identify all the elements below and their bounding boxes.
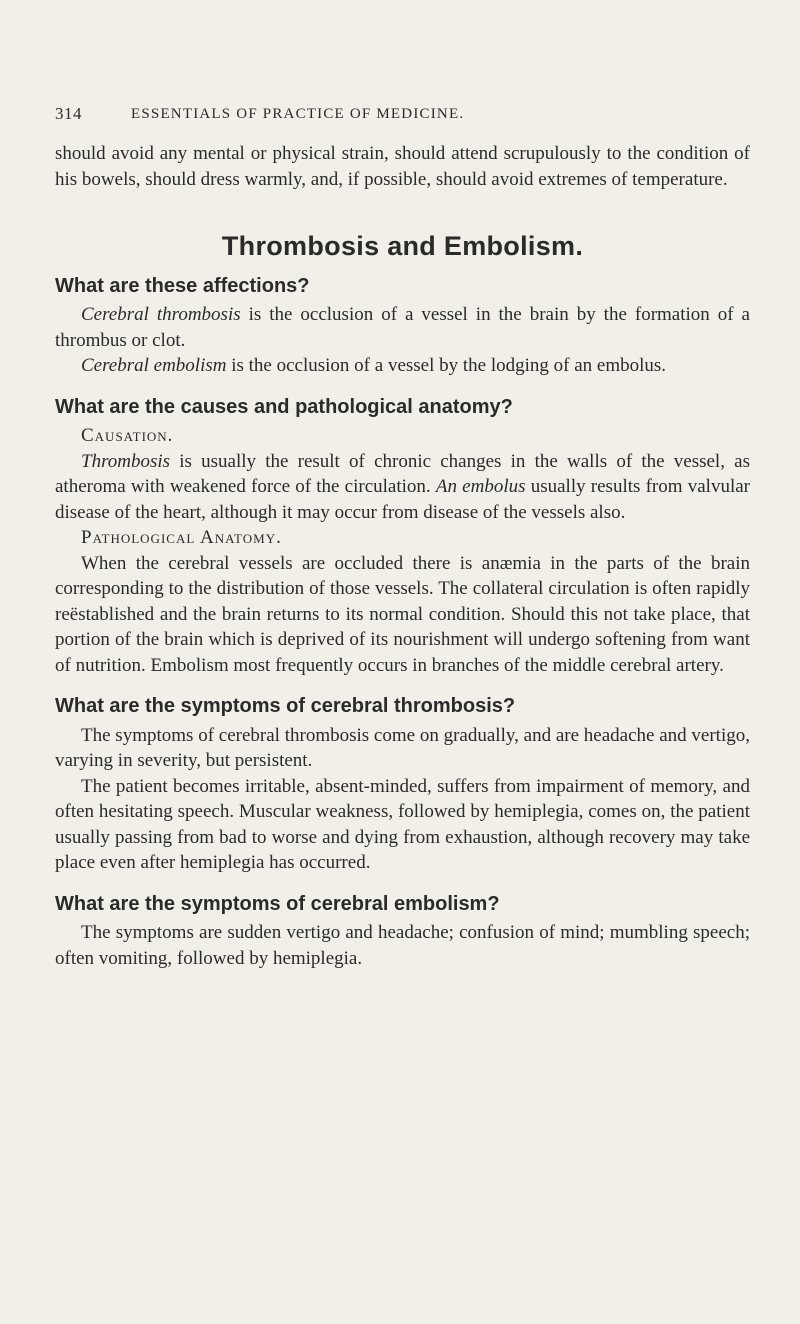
- intro-paragraph: should avoid any mental or physical strain, should attend scrupulously to the condition of his bowels, should dress warmly, and, if possible, should avoid extremes of temperature.: [55, 143, 750, 190]
- question-causes: What are the causes and pathological anatomy?: [55, 395, 513, 418]
- question-embolism-symptoms: What are the symptoms of cerebral embolism?: [55, 892, 500, 915]
- page-body: [55, 141, 750, 971]
- causation-embolus-text: usually results from valvular disease of the heart, although it may occur from disease of the vessels also.: [55, 476, 750, 523]
- embolism-symptoms-paragraph: The symptoms are sudden vertigo and headache; confusion of mind; mumbling speech; often vomiting, followed by hemiplegia.: [55, 922, 750, 969]
- thrombosis-symptoms-paragraph-1: The symptoms of cerebral thrombosis come on gradually, and are headache and vertigo, varying in severity, but persistent.: [55, 724, 750, 771]
- thrombosis-definition: [55, 302, 750, 353]
- term-thrombosis: Thrombosis: [81, 450, 171, 472]
- thrombosis-definition-text: is the occlusion of a vessel in the brain by the formation of a thrombus or clot.: [55, 304, 750, 351]
- embolism-definition: [55, 353, 750, 379]
- term-cerebral-embolism: Cerebral embolism: [81, 355, 227, 376]
- causation-heading: Causation.: [81, 425, 174, 446]
- thrombosis-symptoms-paragraph-2: The patient becomes irritable, absent-minded, suffers from impairment of memory, and often hesitating speech. Muscular weakness, followed by hemiplegia, comes on, the patient usually passing from bad to worse and dying from exhaustion, although recovery may take place even after hemiplegia has occurred.: [55, 775, 750, 873]
- anatomy-heading: Pathological Anatomy.: [81, 527, 282, 548]
- term-embolus: An embolus: [435, 476, 526, 497]
- running-title: ESSENTIALS OF PRACTICE OF MEDICINE.: [131, 106, 465, 122]
- anatomy-paragraph: When the cerebral vessels are occluded there is anæmia in the parts of the brain corresponding to the distribution of those vessels. The collateral circulation is often rapidly reëstablished and the brain returns to its normal condition. Should this not take place, that portion of the brain which is deprived of its nourishment will undergo softening from want of nutrition. Embolism most frequently occurs in branches of the middle cerebral artery.: [55, 552, 750, 676]
- causation-paragraph: [55, 449, 750, 526]
- causation-thrombosis-text: is usually the result of chronic changes in the walls of the vessel, as atheroma with weakened force of the circulation.: [55, 450, 750, 497]
- question-thrombosis-symptoms: What are the symptoms of cerebral thrombosis?: [55, 695, 516, 717]
- term-cerebral-thrombosis: Cerebral thrombosis: [81, 304, 241, 325]
- embolism-definition-text: is the occlusion of a vessel by the lodging of an embolus.: [226, 355, 667, 376]
- page-number: 314: [55, 104, 82, 123]
- section-title: Thrombosis and Embolism.: [221, 231, 584, 261]
- question-affections: What are these affections?: [55, 274, 310, 297]
